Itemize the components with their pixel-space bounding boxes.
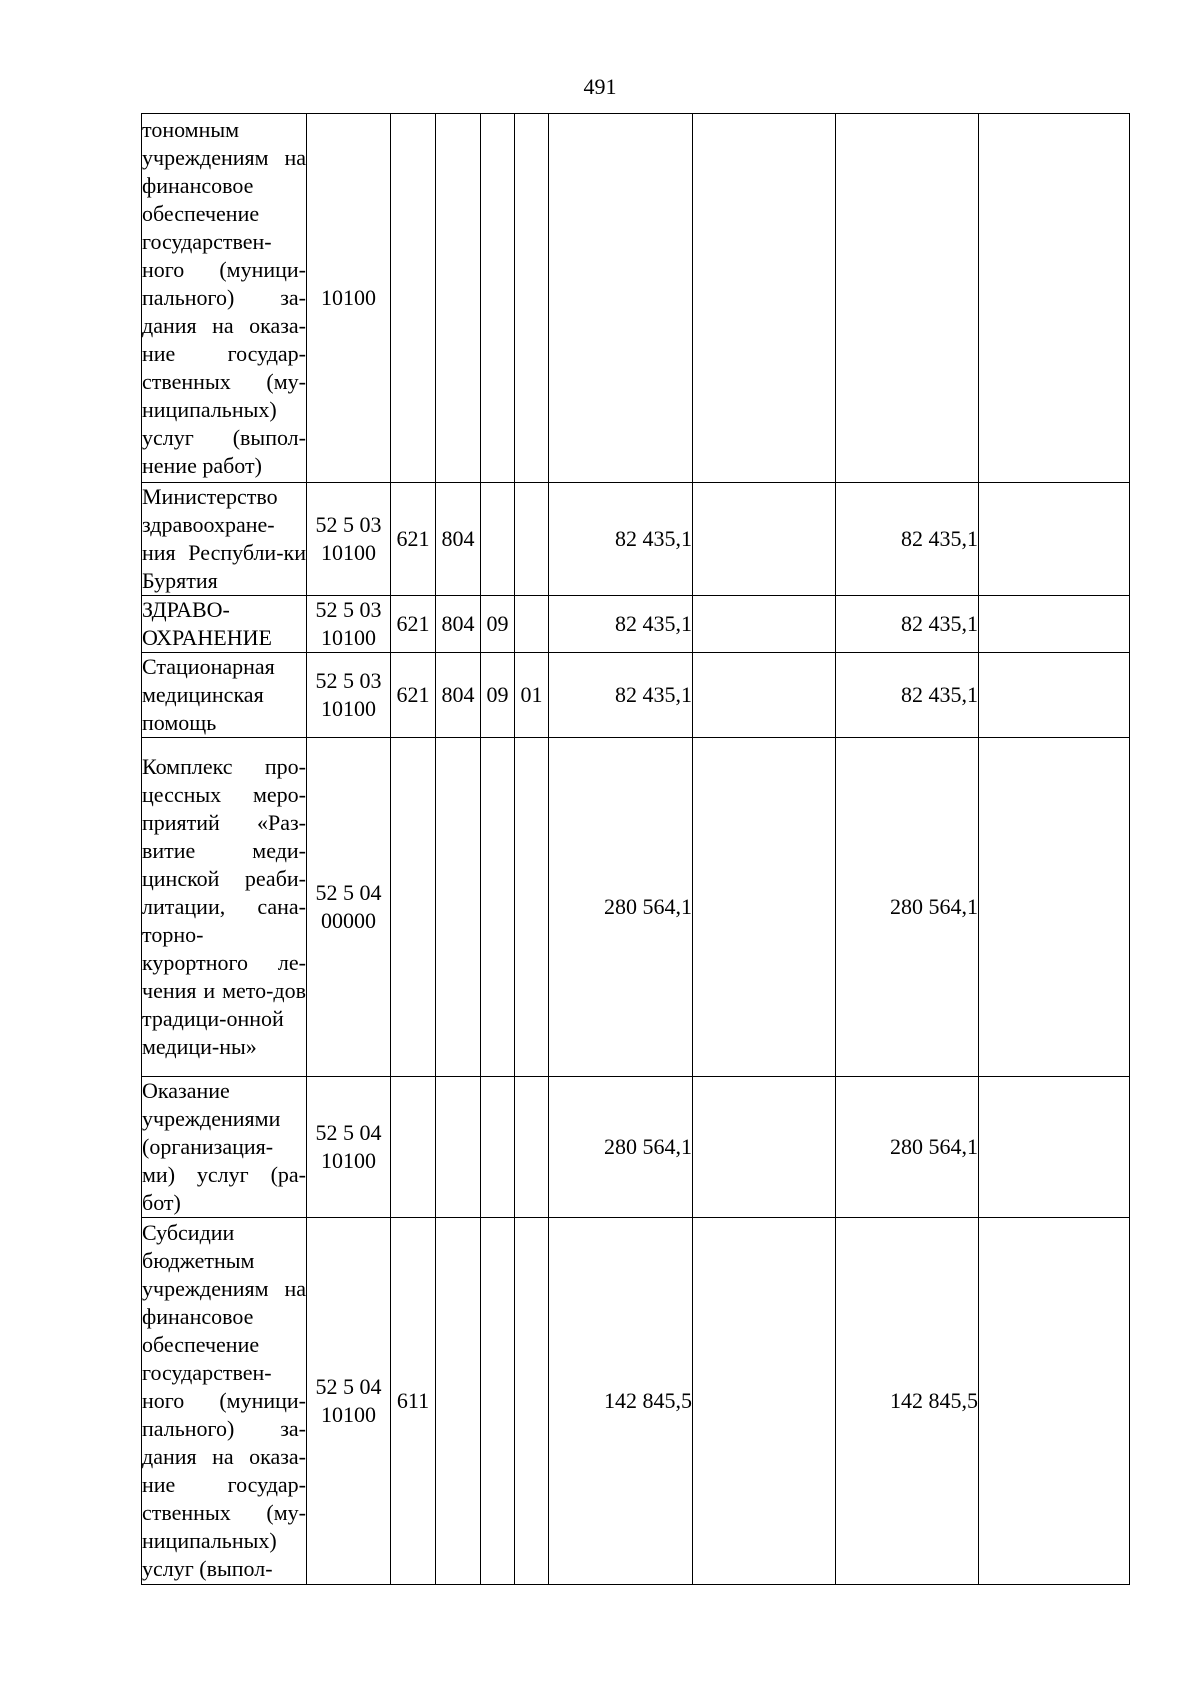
cell-rz: 09 [481, 596, 515, 653]
cell-vr [391, 1077, 436, 1218]
cell-col8 [693, 1077, 836, 1218]
cell-name: Комплекс про-цессных меро-приятий «Раз-витие меди-цинской реаби-литации, сана-торно-курортного ле-чения и мето-дов традици-онной медици-ны» [142, 738, 307, 1077]
cell-col9: 82 435,1 [836, 653, 979, 738]
cell-col8 [693, 596, 836, 653]
cell-col7: 82 435,1 [549, 596, 693, 653]
cell-name: Стационарная медицинская помощь [142, 653, 307, 738]
cell-vr: 621 [391, 653, 436, 738]
cell-rz [481, 483, 515, 596]
cell-pr: 01 [515, 653, 549, 738]
cell-col8 [693, 1218, 836, 1585]
cell-pr [515, 483, 549, 596]
table-row [142, 653, 1130, 738]
cell-csr: 52 5 03 10100 [307, 483, 391, 596]
cell-col9 [836, 114, 979, 483]
table-row [142, 483, 1130, 596]
cell-col7: 280 564,1 [549, 1077, 693, 1218]
cell-vr: 621 [391, 596, 436, 653]
cell-col9: 82 435,1 [836, 483, 979, 596]
cell-grbs [436, 114, 481, 483]
cell-name: Оказание учреждениями (организация-ми) услуг (ра-бот) [142, 1077, 307, 1218]
cell-col10 [979, 1218, 1130, 1585]
cell-csr: 52 5 04 00000 [307, 738, 391, 1077]
cell-rz [481, 1218, 515, 1585]
cell-csr: 52 5 03 10100 [307, 653, 391, 738]
cell-col7: 82 435,1 [549, 483, 693, 596]
cell-rz [481, 114, 515, 483]
cell-rz: 09 [481, 653, 515, 738]
table-row [142, 738, 1130, 1077]
cell-pr [515, 1077, 549, 1218]
table-row [142, 1077, 1130, 1218]
cell-pr [515, 1218, 549, 1585]
cell-col10 [979, 1077, 1130, 1218]
cell-col10 [979, 483, 1130, 596]
cell-pr [515, 114, 549, 483]
cell-vr: 611 [391, 1218, 436, 1585]
cell-pr [515, 596, 549, 653]
cell-name: ЗДРАВО-ОХРАНЕНИЕ [142, 596, 307, 653]
cell-grbs [436, 1218, 481, 1585]
cell-col10 [979, 653, 1130, 738]
cell-col8 [693, 114, 836, 483]
cell-name: тономным учреждениям на финансовое обеспечение государствен-ного (муници-пального) за-дания на оказа-ние государ-ственных (му-ниципальных) услуг (выпол-нение работ) [142, 114, 307, 483]
cell-col10 [979, 738, 1130, 1077]
cell-vr: 621 [391, 483, 436, 596]
cell-col8 [693, 483, 836, 596]
cell-col10 [979, 596, 1130, 653]
cell-col10 [979, 114, 1130, 483]
page-number: 491 [583, 74, 617, 99]
cell-csr: 52 5 04 10100 [307, 1218, 391, 1585]
cell-grbs: 804 [436, 653, 481, 738]
cell-name: Министерство здравоохране-ния Республи-ки Бурятия [142, 483, 307, 596]
cell-col7: 82 435,1 [549, 653, 693, 738]
cell-csr: 10100 [307, 114, 391, 483]
cell-col8 [693, 653, 836, 738]
cell-rz [481, 738, 515, 1077]
cell-grbs: 804 [436, 483, 481, 596]
cell-vr [391, 114, 436, 483]
cell-grbs: 804 [436, 596, 481, 653]
cell-col9: 280 564,1 [836, 738, 979, 1077]
cell-vr [391, 738, 436, 1077]
cell-col8 [693, 738, 836, 1077]
table-row [142, 114, 1130, 483]
table-row [142, 596, 1130, 653]
cell-grbs [436, 1077, 481, 1218]
cell-csr: 52 5 03 10100 [307, 596, 391, 653]
cell-rz [481, 1077, 515, 1218]
cell-col7: 142 845,5 [549, 1218, 693, 1585]
cell-col9: 82 435,1 [836, 596, 979, 653]
cell-csr: 52 5 04 10100 [307, 1077, 391, 1218]
cell-name: Субсидии бюджетным учреждениям на финансовое обеспечение государствен-ного (муници-пального) за-дания на оказа-ние государ-ственных (му-ниципальных) услуг (выпол- [142, 1218, 307, 1585]
cell-col7 [549, 114, 693, 483]
budget-table [141, 113, 1130, 1585]
cell-col7: 280 564,1 [549, 738, 693, 1077]
cell-grbs [436, 738, 481, 1077]
table-row [142, 1218, 1130, 1585]
cell-pr [515, 738, 549, 1077]
cell-col9: 142 845,5 [836, 1218, 979, 1585]
cell-col9: 280 564,1 [836, 1077, 979, 1218]
